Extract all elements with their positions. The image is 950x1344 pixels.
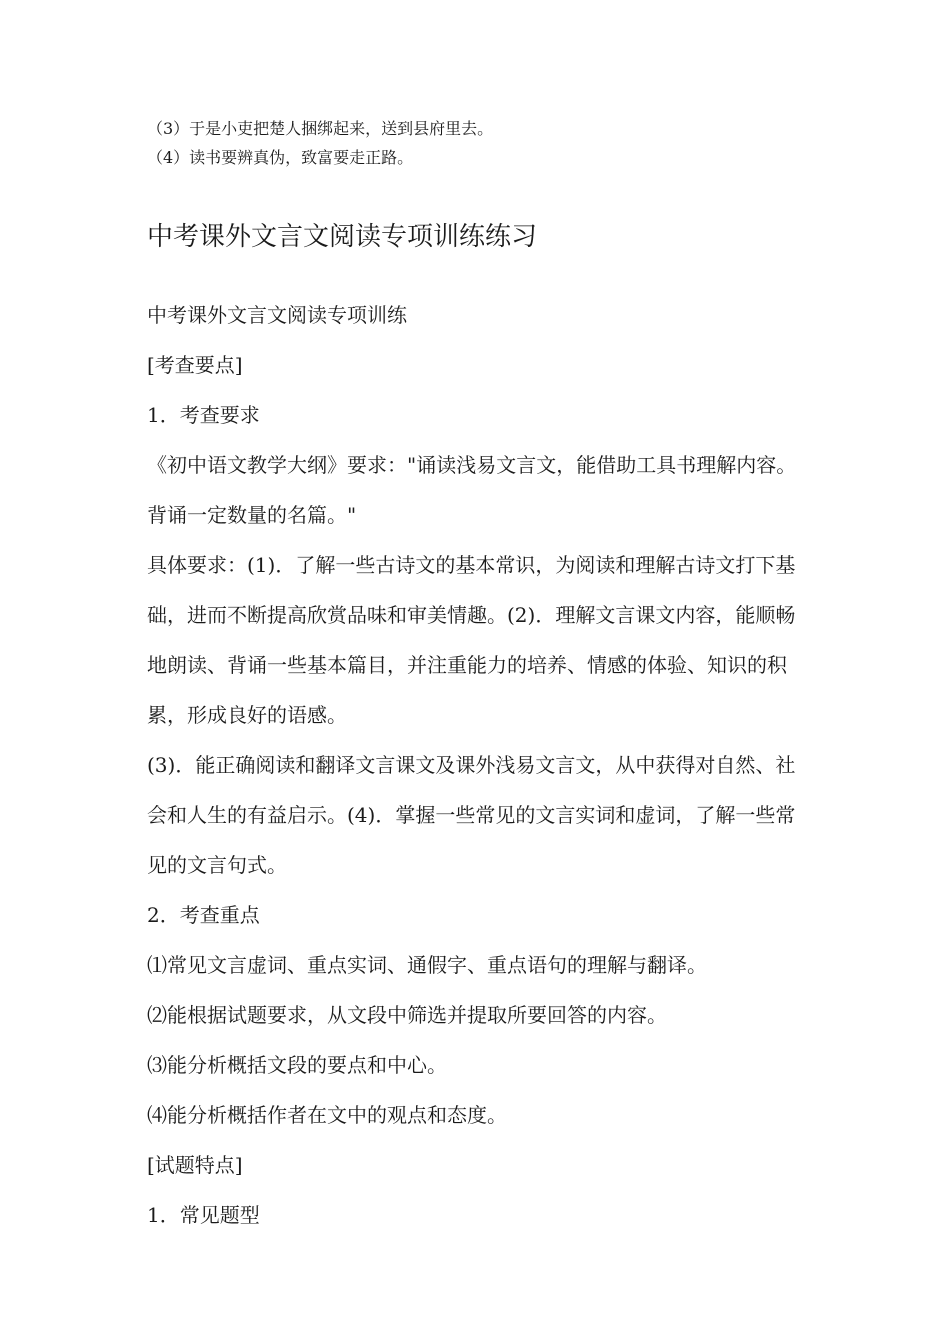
subheading-key-points: 2．考查重点	[147, 903, 260, 927]
section-heading: 中考课外文言文阅读专项训练	[147, 303, 407, 327]
subheading-requirements: 1．考查要求	[147, 403, 260, 427]
paragraph-requirements-continued: (3)．能正确阅读和翻译文言课文及课外浅易文言文，从中获得对自然、社会和人生的有益启示。(4)．掌握一些常见的文言实词和虚词，了解一些常见的文言句式。	[147, 753, 796, 877]
paragraph-syllabus: 《初中语文教学大纲》要求："诵读浅易文言文，能借助工具书理解内容。背诵一定数量的名篇。"	[147, 453, 797, 527]
list-item: ⑴常见文言虚词、重点实词、通假字、重点语句的理解与翻译。	[147, 953, 707, 977]
paragraph-specific-requirements: 具体要求：(1)．了解一些古诗文的基本常识，为阅读和理解古诗文打下基础，进而不断提高欣赏品味和审美情趣。(2)．理解文言课文内容，能顺畅地朗读、背诵一些基本篇目，并注重能力的培养、情感的体验、知识的积累，形成良好的语感。	[147, 553, 796, 727]
section-label-features: [试题特点]	[147, 1153, 243, 1177]
document-title: 中考课外文言文阅读专项训练练习	[147, 222, 538, 252]
list-item: ⑶能分析概括文段的要点和中心。	[147, 1053, 447, 1077]
document-body	[147, 290, 812, 1240]
answer-line-3: （3）于是小吏把楚人捆绑起来，送到县府里去。	[147, 119, 494, 138]
answer-line-4: （4）读书要辨真伪，致富要走正路。	[147, 148, 414, 167]
list-item: ⑷能分析概括作者在文中的观点和态度。	[147, 1103, 507, 1127]
list-item: ⑵能根据试题要求，从文段中筛选并提取所要回答的内容。	[147, 1003, 667, 1027]
subheading-question-types: 1．常见题型	[147, 1203, 260, 1227]
section-label-exam-points: [考查要点]	[147, 353, 243, 377]
